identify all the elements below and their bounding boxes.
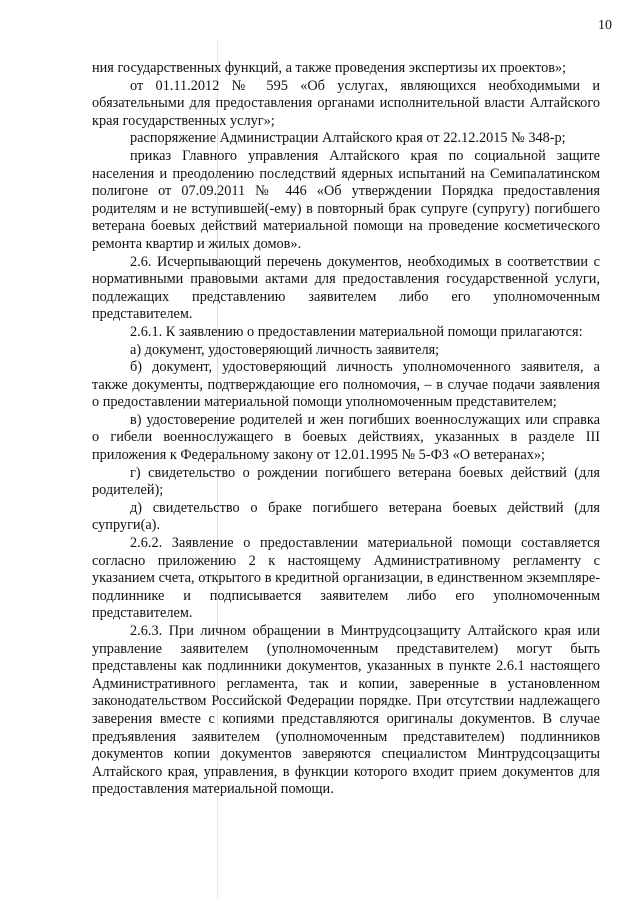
- paragraph: 2.6.1. К заявлению о предоставлении материальной помощи прилагаются:: [130, 323, 583, 340]
- paragraph: г) свидетельство о рождении погибшего ветерана боевых действий (для родителей);: [92, 464, 600, 499]
- paragraph: б) документ, удостоверяющий личность уполномоченного заявителя, а также документы, подтверждающие его полномочия, – в случае подачи заявления о предоставлении материальной помощи уполномоченным представителем;: [92, 359, 600, 411]
- paragraph: а) документ, удостоверяющий личность заявителя;: [130, 341, 440, 358]
- paragraph: 2.6. Исчерпывающий перечень документов, необходимых в соответствии с нормативными правовыми актами для предоставления государственной услуги, подлежащих представлению заявителем либо его уполномоченным представителем.: [92, 253, 600, 323]
- paragraph: ния государственных функций, а также проведения экспертизы их проектов»;: [92, 60, 567, 76]
- paragraph: распоряжение Администрации Алтайского края от 22.12.2015 № 348-р;: [130, 130, 566, 147]
- paragraph: в) удостоверение родителей и жен погибших военнослужащих или справка о гибели военнослужащего в боевых действиях, указанных в разделе III приложения к Федеральному закону от 12.01.1995 № 5-ФЗ «О ветеранах»;: [92, 411, 600, 464]
- paragraph: 2.6.2. Заявление о предоставлении материальной помощи составляется согласно приложению 2 к настоящему Административному регламенту с указанием счета, открытого в кредитной организации, в единственном экземпляре-подлиннике и подписывается заявителем либо его уполномоченным представителем.: [92, 535, 600, 622]
- paragraph: 2.6.3. При личном обращении в Минтрудсоцзащиту Алтайского края или управление заявителем (уполномоченным представителем) могут быть представлены как подлинники документов, указанных в пункте 2.6.1 настоящего Административного регламента, так и копии, заверенные в установленном законодательством Российской Федерации порядке. При отсутствии надлежащего заверения вместе с копиями представляются оригиналы документов. В случае предъявления заявителем (уполномоченным представителем) подлинников документов копии документов заверяются специалистом Минтрудсоцзащиты Алтайского края, управления, в функции которого входит прием документов для предоставления материальной помощи.: [92, 623, 600, 798]
- document-body: [92, 60, 600, 799]
- paragraph: приказ Главного управления Алтайского края по социальной защите населения и преодолению последствий ядерных испытаний на Семипалатинском полигоне от 07.09.2011 № 446 «Об утверждении Порядка предоставления родителям и не вступившей(-ему) в повторный брак супруге (супругу) погибшего ветерана боевых действий материальной помощи на проведение косметического ремонта квартир и жилых домов».: [92, 147, 600, 252]
- paragraph: д) свидетельство о браке погибшего ветерана боевых действий (для супруги(а).: [92, 499, 600, 534]
- paragraph: от 01.11.2012 № 595 «Об услугах, являющихся необходимыми и обязательными для предоставления органами исполнительной власти Алтайского края государственных услуг»;: [92, 77, 600, 129]
- page-number: 10: [598, 18, 612, 33]
